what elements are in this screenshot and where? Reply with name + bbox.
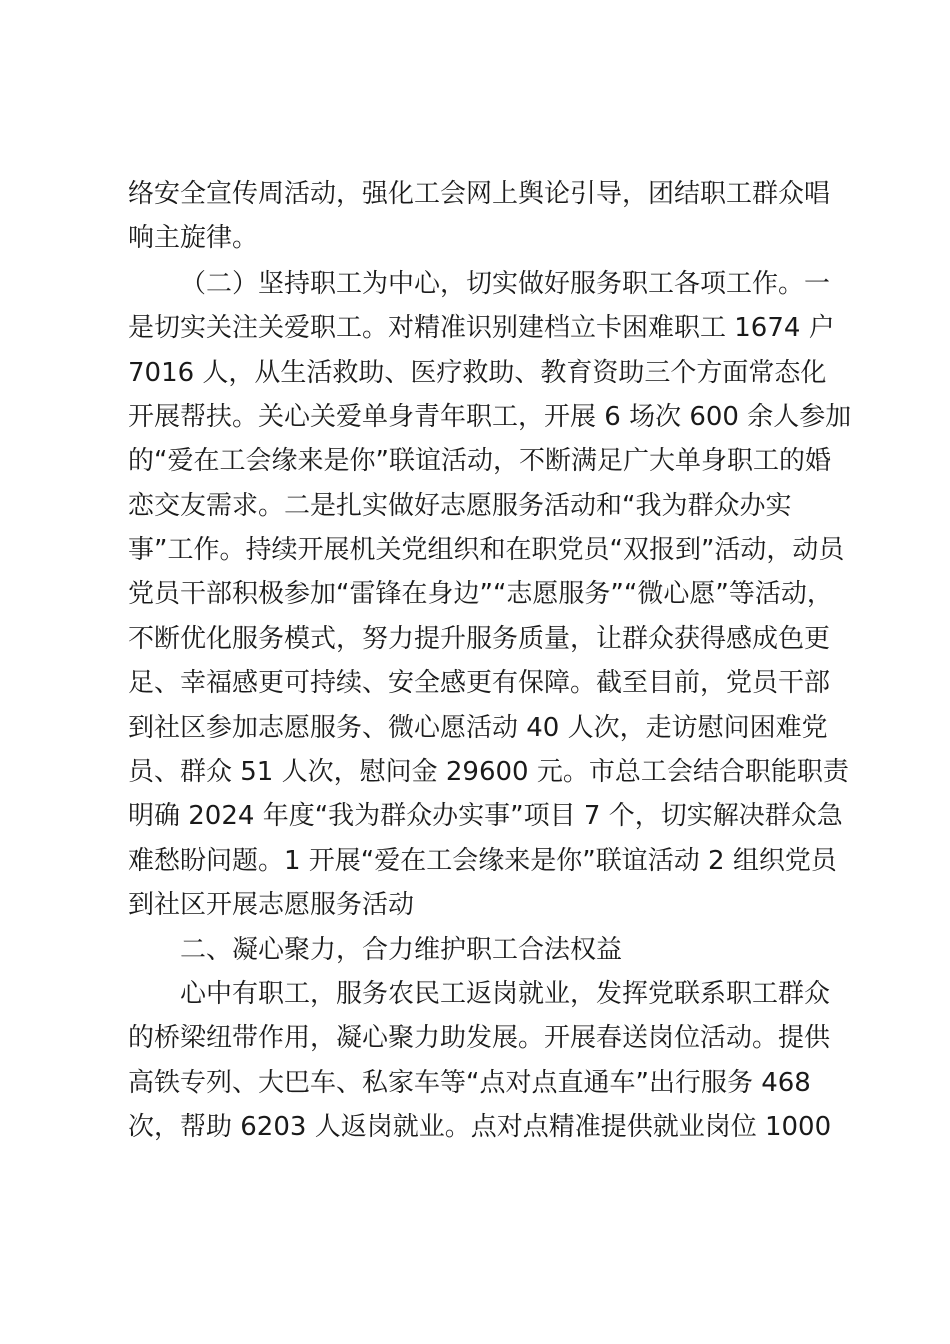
text-line: 到社区开展志愿服务活动 <box>128 890 415 920</box>
text-line: 足、幸福感更可持续、安全感更有保障。截至目前，党员干部 <box>128 668 831 698</box>
text-line: 次，帮助 6203 人返岗就业。点对点精准提供就业岗位 1000 <box>128 1112 832 1142</box>
text-line: 难愁盼问题。1 开展“爱在工会缘来是你”联谊活动 2 组织党员 <box>128 846 837 876</box>
text-line: 高铁专列、大巴车、私家车等“点对点直通车”出行服务 468 <box>128 1068 811 1098</box>
text-line: 络安全宣传周活动，强化工会网上舆论引导，团结职工群众唱 <box>128 179 831 209</box>
text-line: 事”工作。持续开展机关党组织和在职党员“双报到”活动，动员 <box>128 535 845 565</box>
text-line: 7016 人，从生活救助、医疗救助、教育资助三个方面常态化 <box>128 358 827 388</box>
text-line: 心中有职工，服务农民工返岗就业，发挥党联系职工群众 <box>180 979 831 1009</box>
text-line: 的“爱在工会缘来是你”联谊活动，不断满足广大单身职工的婚 <box>128 446 831 476</box>
paragraph-heading: （二）坚持职工为中心，切实做好服务职工各项工作。一 <box>180 269 831 299</box>
text-line: 不断优化服务模式，努力提升服务质量，让群众获得感成色更 <box>128 624 831 654</box>
text-line: 响主旋律。 <box>128 223 259 253</box>
text-line: 的桥梁纽带作用，凝心聚力助发展。开展春送岗位活动。提供 <box>128 1023 831 1053</box>
section-heading: 二、凝心聚力，合力维护职工合法权益 <box>180 935 623 965</box>
text-line: 到社区参加志愿服务、微心愿活动 40 人次，走访慰问困难党 <box>128 713 828 743</box>
text-line: 恋交友需求。二是扎实做好志愿服务活动和“我为群众办实 <box>128 491 792 521</box>
text-line: 明确 2024 年度“我为群众办实事”项目 7 个，切实解决群众急 <box>128 801 843 831</box>
text-line: 党员干部积极参加“雷锋在身边”“志愿服务”“微心愿”等活动， <box>128 579 833 609</box>
text-line: 开展帮扶。关心关爱单身青年职工，开展 6 场次 600 余人参加 <box>128 402 852 432</box>
text-line: 是切实关注关爱职工。对精准识别建档立卡困难职工 1674 户 <box>128 313 835 343</box>
text-line: 员、群众 51 人次，慰问金 29600 元。市总工会结合职能职责 <box>128 757 849 787</box>
